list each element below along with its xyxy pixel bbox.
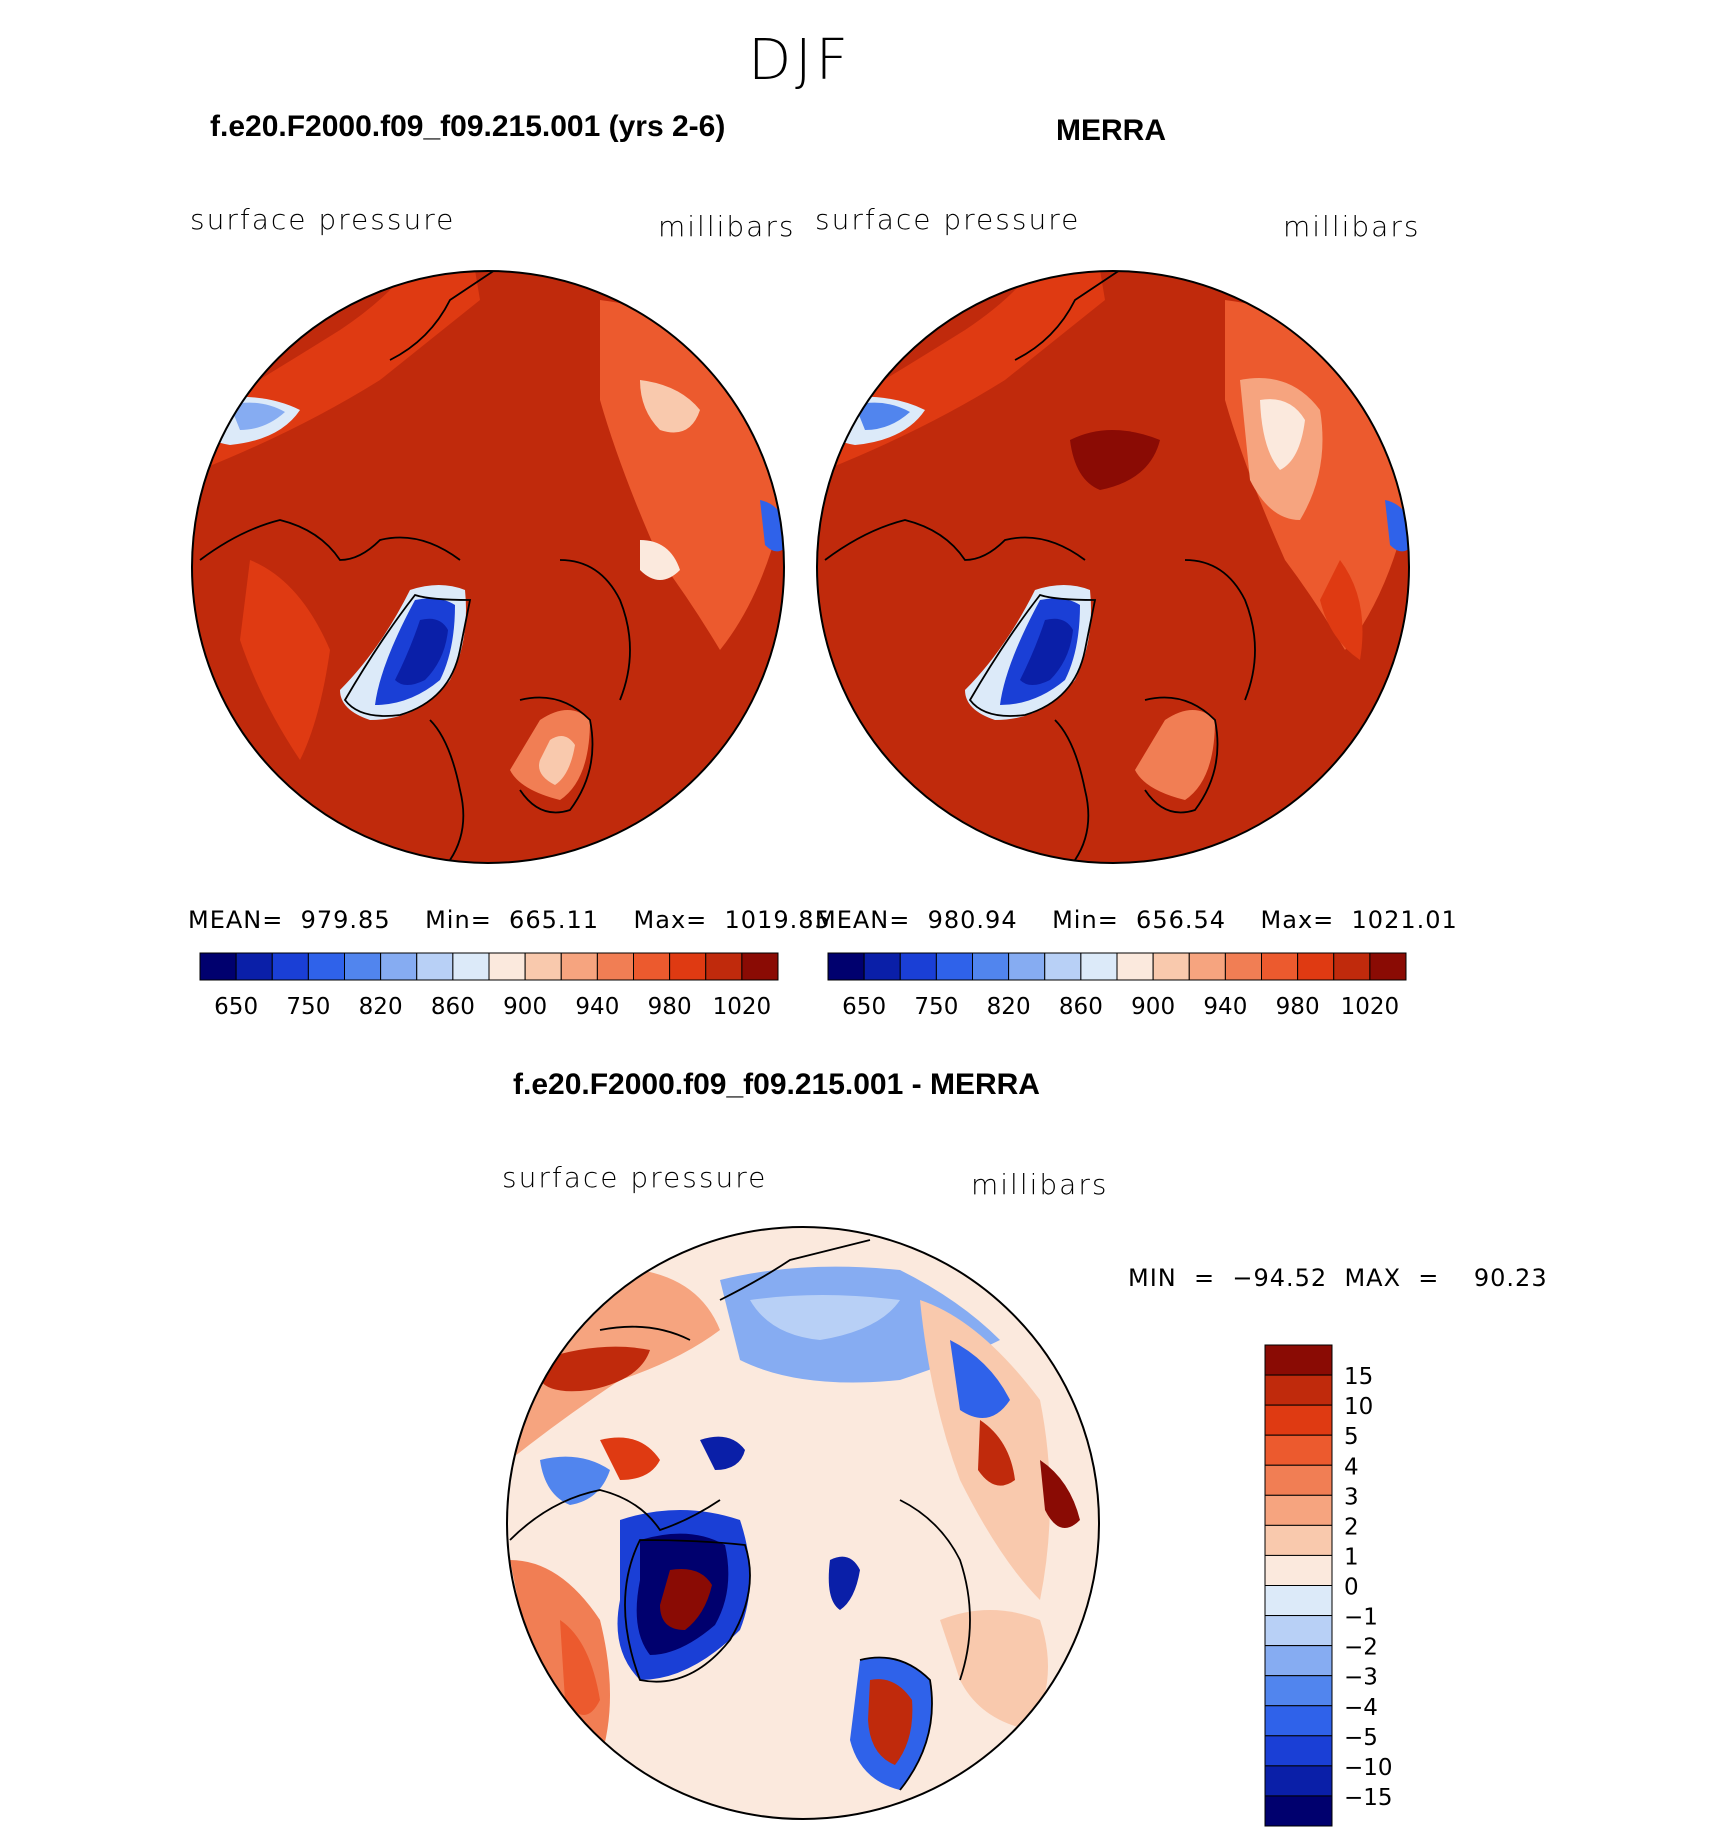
model-colorbar-tick-label: 900: [503, 994, 548, 1020]
merra-map: [817, 240, 1415, 863]
merra-colorbar-swatch: [936, 953, 972, 980]
merra-colorbar-swatch: [828, 953, 864, 980]
model-colorbar-tick-label: 750: [286, 994, 331, 1020]
difference-colorbar-swatch: [1265, 1495, 1332, 1525]
model-colorbar-tick-label: 940: [575, 994, 620, 1020]
merra-colorbar-swatch: [1117, 953, 1153, 980]
merra-colorbar-swatch: [1009, 953, 1045, 980]
difference-colorbar-swatch: [1265, 1676, 1332, 1706]
difference-colorbar-tick-label: −4: [1344, 1694, 1378, 1721]
model-map: [192, 240, 790, 863]
merra-colorbar-swatch: [1370, 953, 1406, 980]
panel-2-stats: MEAN= 980.94 Min= 656.54 Max= 1021.01: [815, 906, 1458, 934]
model-colorbar-swatch: [345, 953, 381, 980]
model-colorbar-swatch: [381, 953, 417, 980]
model-colorbar-tick-label: 980: [647, 994, 692, 1020]
model-colorbar-swatch: [634, 953, 670, 980]
difference-colorbar-tick-label: −5: [1344, 1724, 1378, 1751]
difference-colorbar-swatch: [1265, 1616, 1332, 1646]
diff-units-label: millibars: [971, 1168, 1109, 1201]
difference-colorbar-swatch: [1265, 1435, 1332, 1465]
merra-colorbar-swatch: [1262, 953, 1298, 980]
difference-colorbar-swatch: [1265, 1586, 1332, 1616]
difference-colorbar-tick-label: 10: [1344, 1394, 1374, 1421]
difference-colorbar-swatch: [1265, 1525, 1332, 1555]
merra-colorbar-tick-label: 980: [1275, 994, 1320, 1020]
merra-colorbar-swatch: [1225, 953, 1261, 980]
difference-colorbar-tick-label: 0: [1344, 1574, 1359, 1601]
difference-colorbar-tick-label: 5: [1344, 1424, 1359, 1451]
model-colorbar-swatch: [236, 953, 272, 980]
diff-variable-label: surface pressure: [502, 1161, 768, 1194]
panel-1-variable-label: surface pressure: [190, 203, 456, 236]
merra-colorbar-swatch: [864, 953, 900, 980]
difference-colorbar-tick-label: −10: [1344, 1754, 1393, 1781]
merra-colorbar-swatch: [1081, 953, 1117, 980]
difference-colorbar-tick-label: 4: [1344, 1454, 1359, 1481]
model-colorbar-swatch: [417, 953, 453, 980]
difference-colorbar-swatch: [1265, 1706, 1332, 1736]
merra-colorbar-tick-label: 650: [842, 994, 887, 1020]
difference-colorbar-tick-label: −1: [1344, 1604, 1378, 1631]
merra-colorbar-tick-label: 940: [1203, 994, 1248, 1020]
difference-colorbar-tick-label: −15: [1344, 1784, 1393, 1811]
merra-colorbar-swatch: [1153, 953, 1189, 980]
difference-colorbar-swatch: [1265, 1375, 1332, 1405]
merra-colorbar-tick-label: 860: [1058, 994, 1103, 1020]
difference-colorbar-swatch: [1265, 1405, 1332, 1435]
merra-colorbar: [828, 953, 1406, 1020]
merra-colorbar-swatch: [1334, 953, 1370, 980]
merra-colorbar-tick-label: 900: [1131, 994, 1176, 1020]
model-colorbar-swatch: [272, 953, 308, 980]
model-colorbar-swatch: [525, 953, 561, 980]
diff-stats: MIN = −94.52 MAX = 90.23: [1128, 1264, 1548, 1292]
panel-1-units-label: millibars: [658, 210, 796, 243]
difference-colorbar-swatch: [1265, 1646, 1332, 1676]
merra-colorbar-tick-label: 750: [914, 994, 959, 1020]
merra-colorbar-swatch: [1045, 953, 1081, 980]
difference-colorbar-tick-label: 15: [1344, 1364, 1374, 1391]
model-colorbar-swatch: [742, 953, 778, 980]
merra-colorbar-swatch: [1298, 953, 1334, 980]
model-colorbar-tick-label: 1020: [712, 994, 772, 1020]
difference-colorbar-swatch: [1265, 1796, 1332, 1826]
difference-colorbar-tick-label: −2: [1344, 1634, 1378, 1661]
difference-colorbar-swatch: [1265, 1736, 1332, 1766]
model-colorbar-swatch: [597, 953, 633, 980]
panel-1-title: f.e20.F2000.f09_f09.215.001 (yrs 2-6): [210, 110, 726, 143]
difference-colorbar-tick-label: 3: [1344, 1484, 1359, 1511]
model-colorbar-swatch: [200, 953, 236, 980]
model-colorbar-swatch: [706, 953, 742, 980]
season-title: DJF: [748, 28, 852, 93]
panel-2-variable-label: surface pressure: [815, 203, 1081, 236]
difference-colorbar-swatch: [1265, 1555, 1332, 1585]
merra-colorbar-tick-label: 1020: [1340, 994, 1400, 1020]
difference-colorbar: [1265, 1345, 1393, 1826]
model-colorbar: [200, 953, 778, 1020]
model-colorbar-tick-label: 650: [214, 994, 259, 1020]
difference-colorbar-swatch: [1265, 1465, 1332, 1495]
difference-map: [507, 1227, 1099, 1819]
panel-1-stats: MEAN= 979.85 Min= 665.11 Max= 1019.85: [188, 906, 831, 934]
merra-colorbar-tick-label: 820: [986, 994, 1031, 1020]
diff-panel-title: f.e20.F2000.f09_f09.215.001 - MERRA: [513, 1068, 1040, 1101]
model-colorbar-swatch: [453, 953, 489, 980]
model-colorbar-swatch: [561, 953, 597, 980]
difference-colorbar-tick-label: −3: [1344, 1664, 1378, 1691]
panel-2-title: MERRA: [1056, 114, 1166, 147]
difference-colorbar-swatch: [1265, 1766, 1332, 1796]
difference-colorbar-tick-label: 2: [1344, 1514, 1359, 1541]
model-colorbar-tick-label: 820: [358, 994, 403, 1020]
model-colorbar-tick-label: 860: [430, 994, 475, 1020]
model-colorbar-swatch: [670, 953, 706, 980]
merra-colorbar-swatch: [973, 953, 1009, 980]
difference-colorbar-tick-label: 1: [1344, 1544, 1359, 1571]
model-colorbar-swatch: [489, 953, 525, 980]
merra-colorbar-swatch: [1189, 953, 1225, 980]
difference-colorbar-swatch: [1265, 1345, 1332, 1375]
merra-colorbar-swatch: [900, 953, 936, 980]
panel-2-units-label: millibars: [1283, 210, 1421, 243]
model-colorbar-swatch: [308, 953, 344, 980]
